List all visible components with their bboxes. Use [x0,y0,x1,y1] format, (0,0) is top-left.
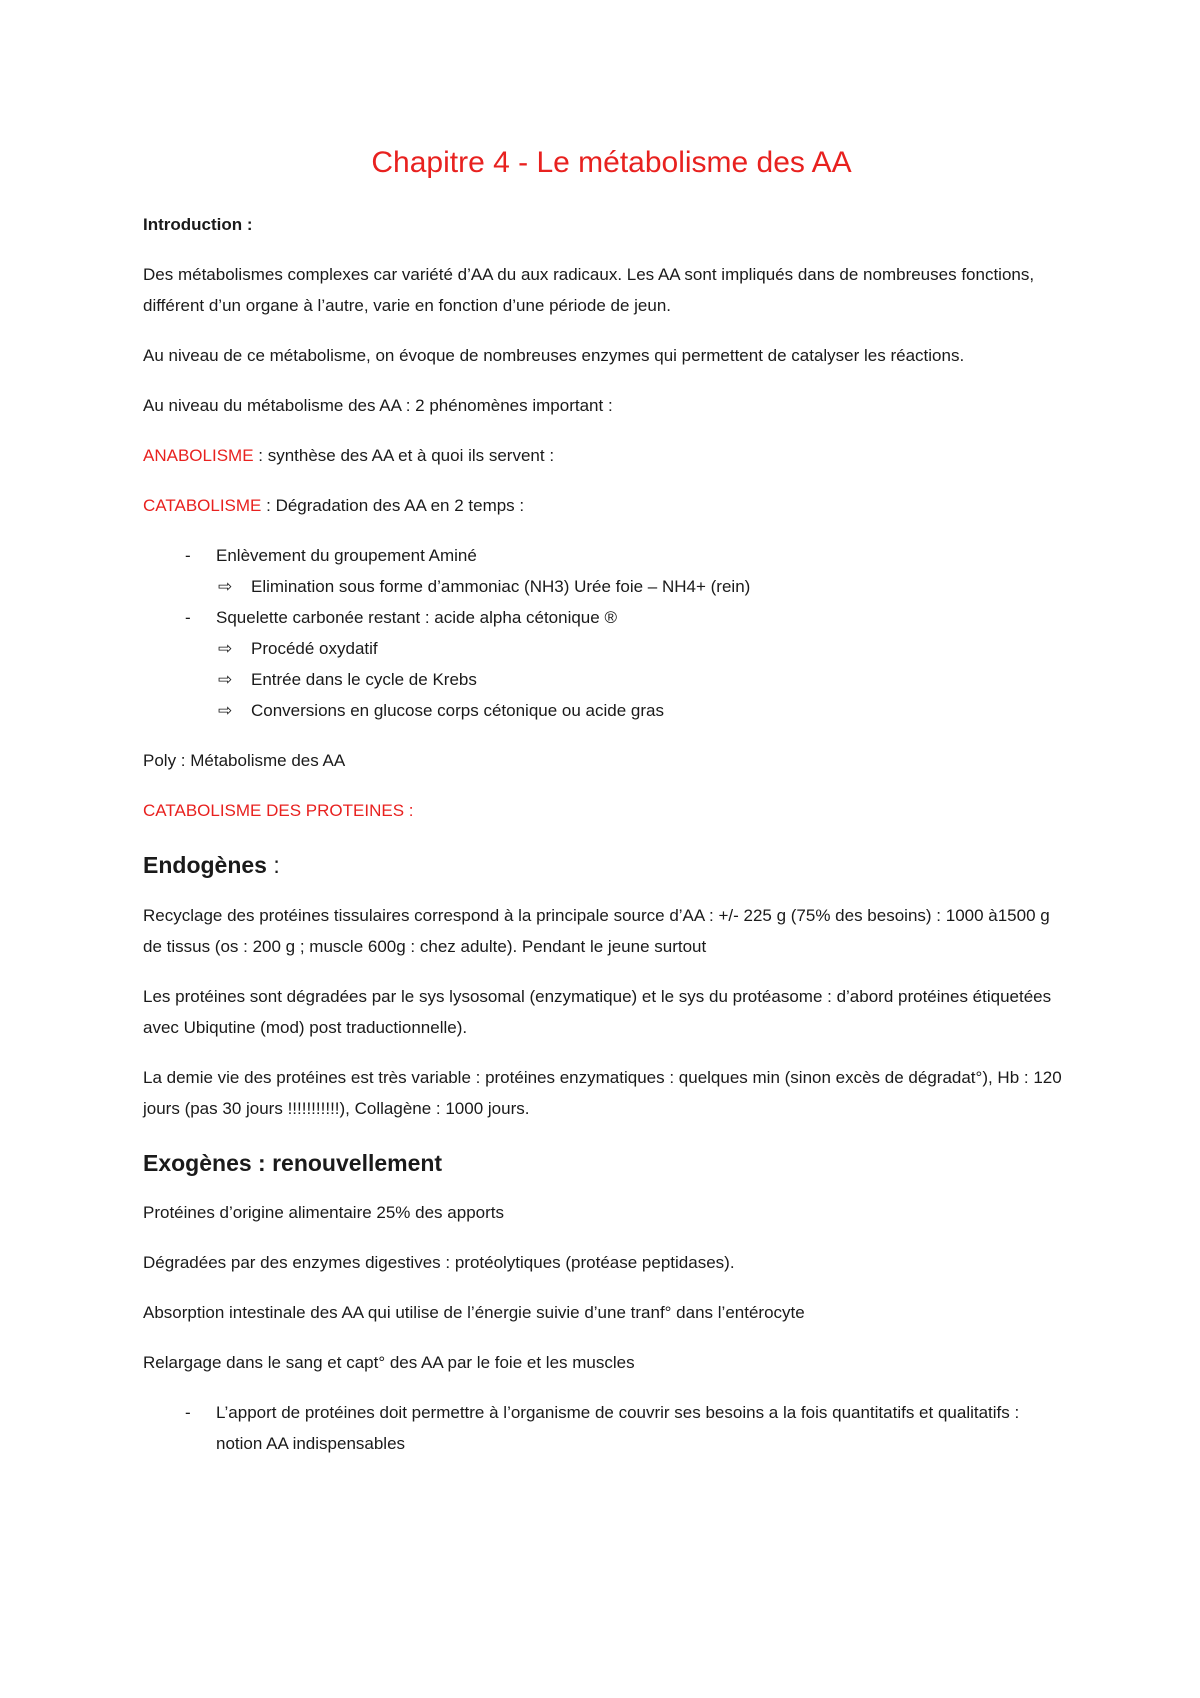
sub-list-item-text: Entrée dans le cycle de Krebs [251,670,477,689]
endogenes-paragraph-3: La demie vie des protéines est très variable : protéines enzymatiques : quelques min (sinon excès de dégradat°), Hb : 120 jours (pas 30 jours !!!!!!!!!!!), Collagène : 1000 jours. [143,1067,1062,1118]
catabolisme-label: CATABOLISME [143,496,262,515]
catabolisme-line [143,490,1070,521]
exogenes-heading: Exogènes : renouvellement [143,1149,443,1176]
endogenes-heading-colon: : [266,852,280,878]
poly-line: Poly : Métabolisme des AA [143,751,346,770]
sub-list-item-text: Procédé oxydatif [251,639,378,658]
endogenes-paragraph-2: Les protéines sont dégradées par le sys lysosomal (enzymatique) et le sys du protéasome : d’abord protéines étiquetées avec Ubiqutine (mod) post traductionnelle). [143,986,1052,1037]
list-item [143,602,1070,726]
sub-list [216,571,1070,602]
intro-paragraph-3: Au niveau du métabolisme des AA : 2 phénomènes important : [143,396,613,415]
list-item-text: Squelette carbonée restant : acide alpha cétonique ® [216,608,617,627]
exogenes-paragraph-1: Protéines d’origine alimentaire 25% des apports [143,1203,504,1223]
anabolisme-text: : synthèse des AA et à quoi ils servent : [253,446,555,465]
anabolisme-label: ANABOLISME [143,446,254,465]
sub-list [216,633,1070,726]
list-item-text: Enlèvement du groupement Aminé [216,546,477,565]
endogenes-paragraph-1: Recyclage des protéines tissulaires correspond à la principale source d’AA : +/- 225 g (75% des besoins) : 1000 à1500 g de tissus (os : 200 g ; muscle 600g : chez adulte). Pendant le jeune surtout [143,905,1050,956]
right-arrow-outline-icon: ⇨ [218,577,233,596]
catabolisme-proteines-heading: CATABOLISME DES PROTEINES : [143,801,414,820]
right-arrow-outline-icon: ⇨ [218,701,233,720]
exogenes-paragraph-4: Relargage dans le sang et capt° des AA par le foie et les muscles [143,1353,635,1373]
endogenes-heading [143,852,1070,880]
catabolisme-text: : Dégradation des AA en 2 temps : [261,496,525,515]
sub-list-item [216,664,1070,695]
sub-list-item [216,571,1070,602]
page-title: Chapitre 4 - Le métabolisme des AA [371,146,852,179]
list-item [143,540,1070,602]
exogenes-list [143,1397,1070,1459]
anabolisme-line [143,440,1070,471]
list-item [143,1397,1070,1459]
catabolisme-list [143,540,1070,726]
intro-paragraph-2: Au niveau de ce métabolisme, on évoque de nombreuses enzymes qui permettent de catalyser les réactions. [143,346,965,365]
intro-paragraph-1: Des métabolismes complexes car variété d’AA du aux radicaux. Les AA sont impliqués dans de nombreuses fonctions, différent d’un organe à l’autre, varie en fonction d’une période de jeun. [143,265,1035,315]
intro-label: Introduction : [143,215,253,234]
endogenes-heading-bold: Endogènes [143,852,267,878]
list-item-text: L’apport de protéines doit permettre à l’organisme de couvrir ses besoins a la fois quantitatifs et qualitatifs : notion AA indispensables [216,1403,1020,1454]
sub-list-item [216,633,1070,664]
sub-list-item [216,695,1070,726]
right-arrow-outline-icon: ⇨ [218,670,233,689]
exogenes-paragraph-3: Absorption intestinale des AA qui utilise de l’énergie suivie d’une tranf° dans l’entérocyte [143,1303,805,1323]
sub-list-item-text: Conversions en glucose corps cétonique ou acide gras [251,701,664,720]
exogenes-paragraph-2: Dégradées par des enzymes digestives : protéolytiques (protéase peptidases). [143,1253,735,1273]
sub-list-item-text: Elimination sous forme d’ammoniac (NH3) Urée foie – NH4+ (rein) [251,577,751,596]
right-arrow-outline-icon: ⇨ [218,639,233,658]
